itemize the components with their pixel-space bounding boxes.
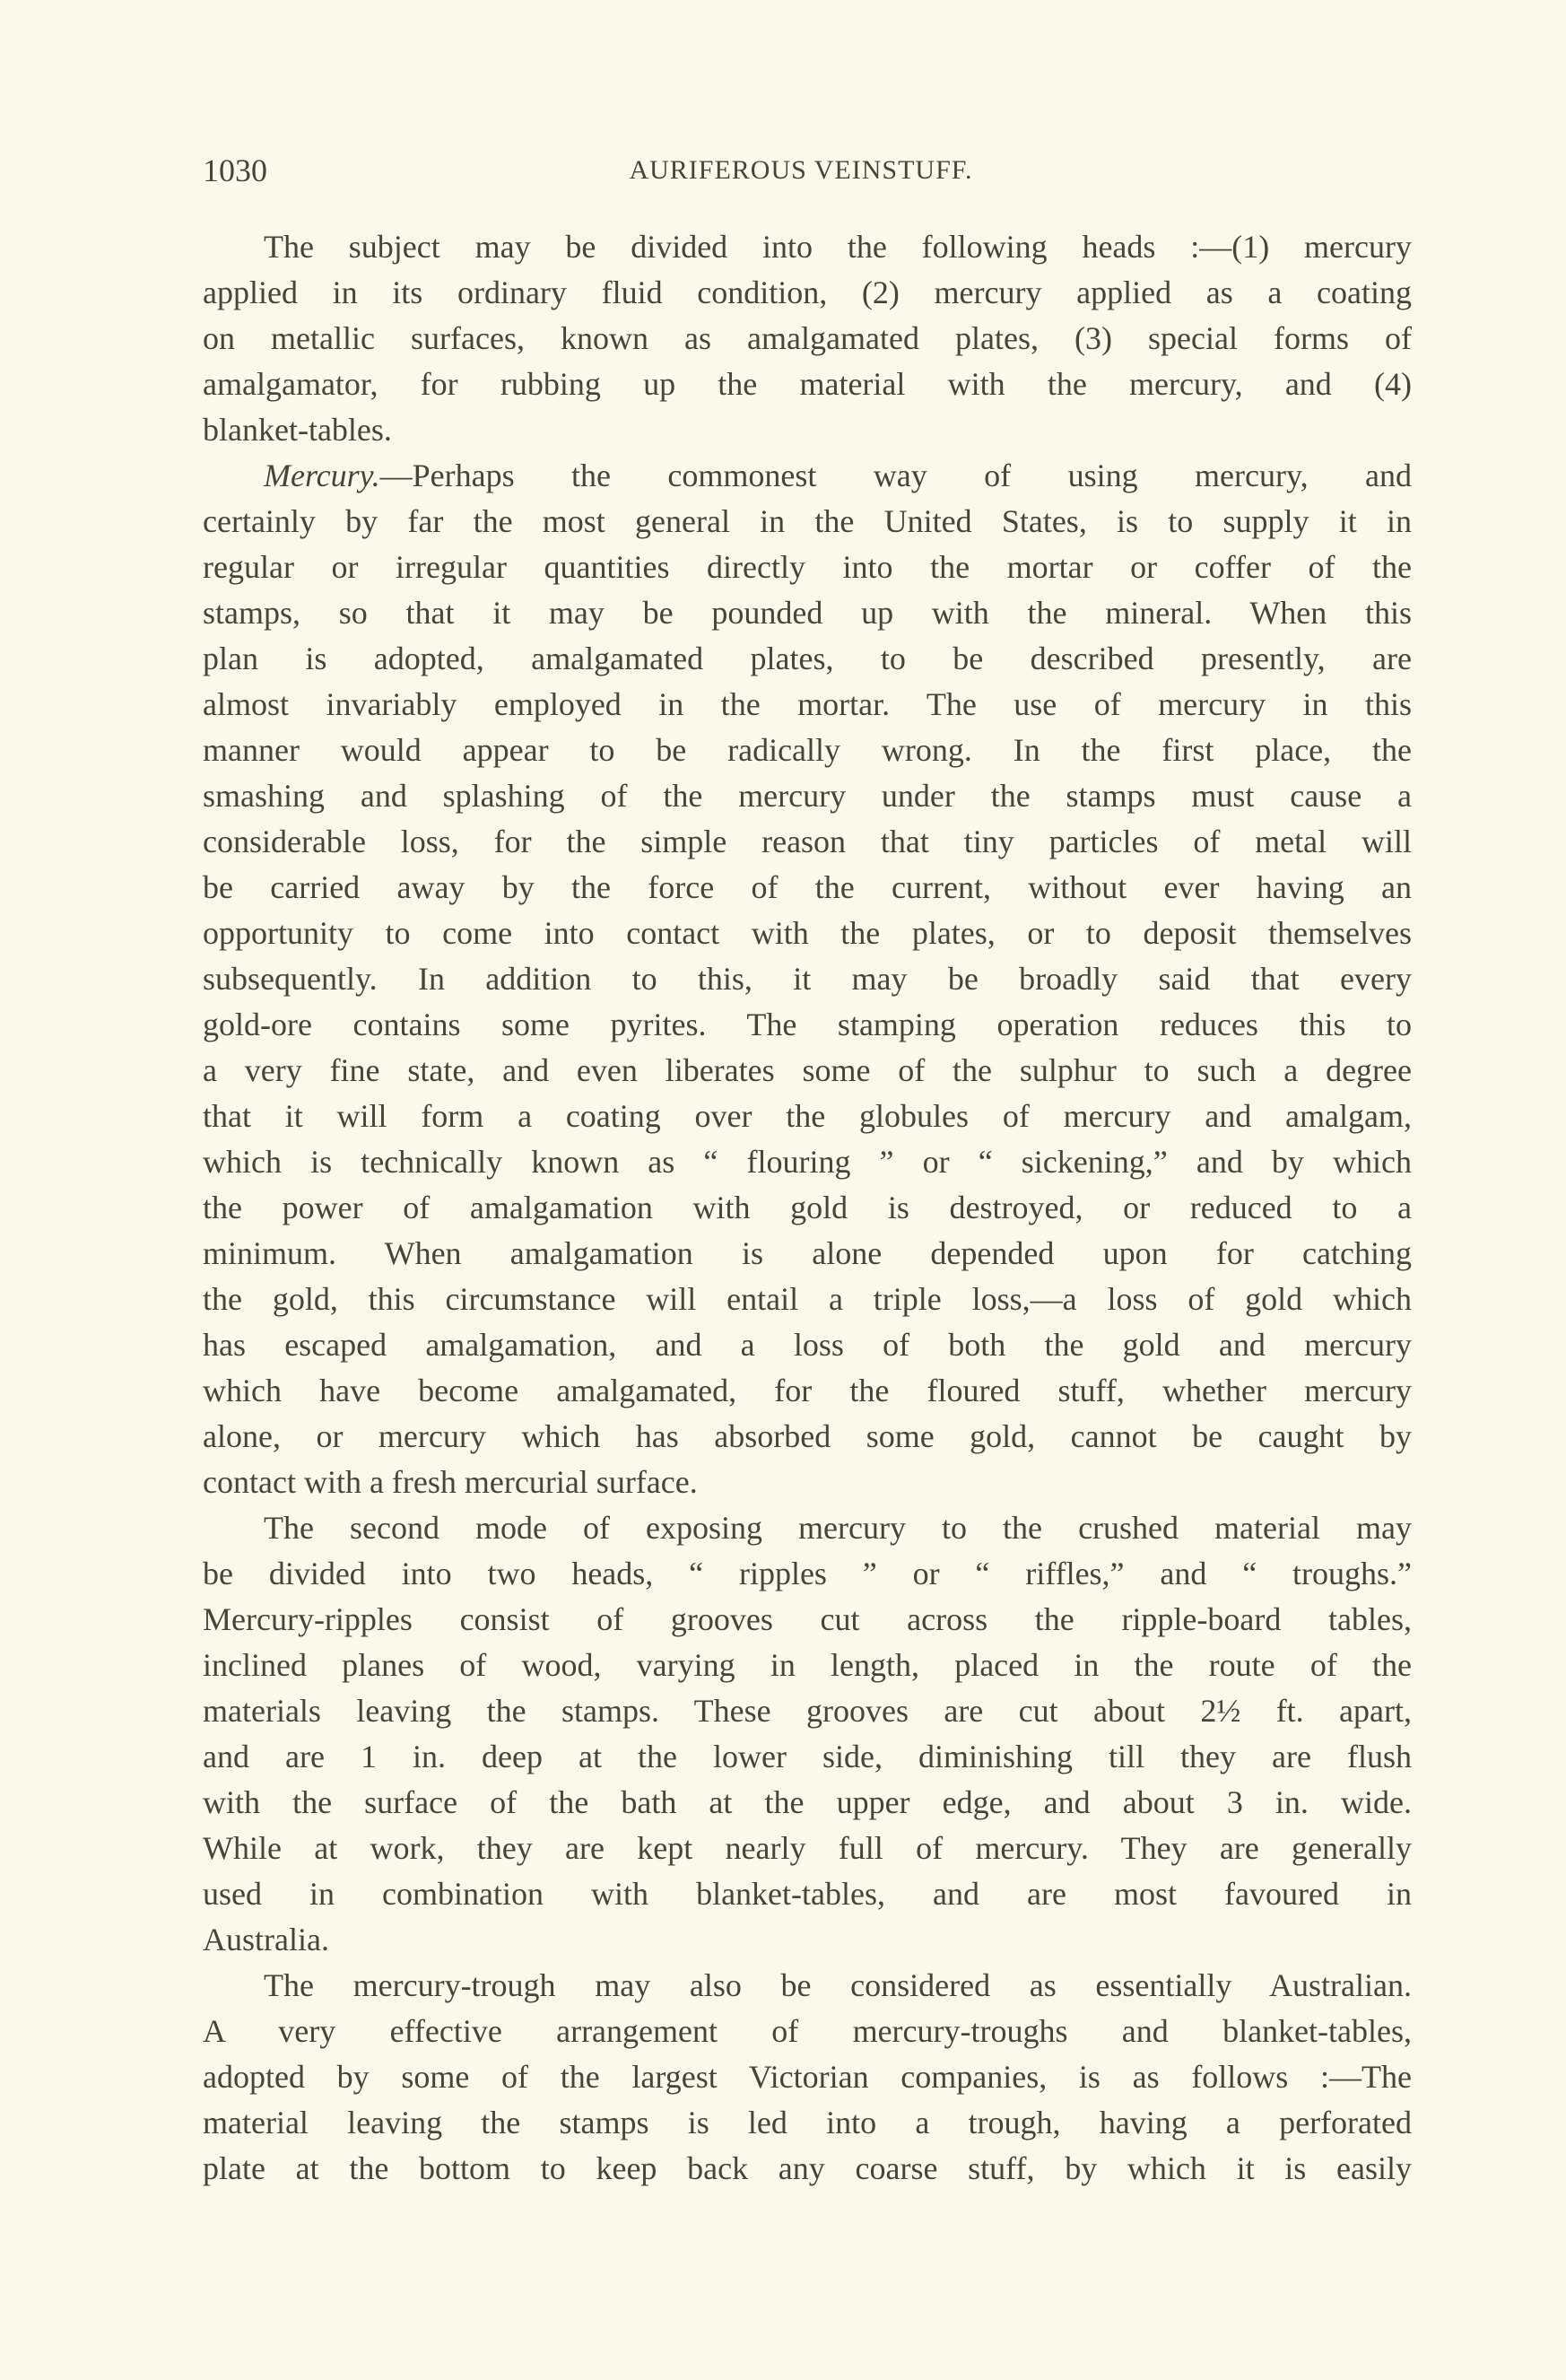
- line-text: stamps, so that it may be pounded up with the mineral. When this: [203, 595, 1412, 631]
- line-text: the gold, this circumstance will entail a triple loss,—a loss of gold which: [203, 1281, 1412, 1317]
- line-text: used in combination with blanket-tables, and are most favoured in: [203, 1876, 1412, 1912]
- text-line: [203, 911, 1412, 956]
- text-line: [203, 1505, 1412, 1551]
- text-line: [203, 1688, 1412, 1734]
- text-line: [203, 1963, 1412, 2009]
- text-line: [203, 1643, 1412, 1688]
- line-text: While at work, they are kept nearly full of mercury. They are generally: [203, 1830, 1412, 1866]
- text-line: [203, 1322, 1412, 1368]
- line-text: A very effective arrangement of mercury-troughs and blanket-tables,: [203, 2013, 1412, 2049]
- text-line: [203, 2054, 1412, 2100]
- text-line: [203, 2100, 1412, 2146]
- text-line: [203, 773, 1412, 819]
- body-text: [203, 224, 1412, 2192]
- line-text: —Perhaps the commonest way of using mercury, and: [379, 458, 1412, 493]
- line-text: inclined planes of wood, varying in length, placed in the route of the: [203, 1647, 1412, 1683]
- text-line: [203, 545, 1412, 590]
- text-line: [203, 2146, 1412, 2192]
- text-line: [203, 407, 1412, 453]
- text-line: [203, 728, 1412, 773]
- text-line: [203, 682, 1412, 728]
- line-text: smashing and splashing of the mercury under the stamps must cause a: [203, 778, 1412, 814]
- text-line: [203, 1871, 1412, 1917]
- line-text: gold-ore contains some pyrites. The stamping operation reduces this to: [203, 1007, 1412, 1042]
- text-line: [203, 499, 1412, 545]
- text-line: [203, 270, 1412, 316]
- line-text: the power of amalgamation with gold is destroyed, or reduced to a: [203, 1190, 1412, 1225]
- line-text: opportunity to come into contact with the plates, or to deposit themselves: [203, 915, 1412, 951]
- line-text: applied in its ordinary fluid condition, (2) mercury applied as a coating: [203, 275, 1412, 310]
- text-line: [203, 636, 1412, 682]
- text-line: [203, 1048, 1412, 1094]
- line-text: The mercury-trough may also be considered as essentially Australian.: [264, 1967, 1412, 2003]
- text-line: [203, 453, 1412, 499]
- line-text: materials leaving the stamps. These grooves are cut about 2½ ft. apart,: [203, 1693, 1412, 1729]
- line-text: The subject may be divided into the following heads :—(1) mercury: [264, 229, 1412, 265]
- italic-heading: Mercury.: [264, 458, 380, 493]
- line-text: Mercury-ripples consist of grooves cut across the ripple-board tables,: [203, 1601, 1412, 1637]
- text-line: [203, 956, 1412, 1002]
- line-text: almost invariably employed in the mortar. The use of mercury in this: [203, 686, 1412, 722]
- text-line: [203, 1460, 1412, 1505]
- text-line: [203, 1231, 1412, 1277]
- line-text: and are 1 in. deep at the lower side, diminishing till they are flush: [203, 1739, 1412, 1774]
- line-text: be carried away by the force of the current, without ever having an: [203, 869, 1412, 905]
- line-text: adopted by some of the largest Victorian companies, is as follows :—The: [203, 2059, 1412, 2095]
- line-text: plan is adopted, amalgamated plates, to be described presently, are: [203, 641, 1412, 676]
- line-text: that it will form a coating over the globules of mercury and amalgam,: [203, 1098, 1412, 1134]
- text-line: [203, 819, 1412, 865]
- text-line: [203, 1185, 1412, 1231]
- text-line: [203, 1139, 1412, 1185]
- line-text: The second mode of exposing mercury to the crushed material may: [264, 1510, 1412, 1546]
- text-line: [203, 865, 1412, 911]
- text-line: [203, 316, 1412, 362]
- text-line: [203, 1597, 1412, 1643]
- text-line: [203, 362, 1412, 407]
- line-text: alone, or mercury which has absorbed some gold, cannot be caught by: [203, 1418, 1412, 1454]
- text-line: [203, 590, 1412, 636]
- text-line: [203, 2009, 1412, 2054]
- text-line: [203, 1551, 1412, 1597]
- text-line: [203, 1826, 1412, 1871]
- line-text: minimum. When amalgamation is alone depended upon for catching: [203, 1235, 1412, 1271]
- line-text: regular or irregular quantities directly into the mortar or coffer of the: [203, 549, 1412, 585]
- line-text: contact with a fresh mercurial surface.: [203, 1464, 698, 1500]
- line-text: a very fine state, and even liberates some of the sulphur to such a degree: [203, 1052, 1412, 1088]
- line-text: manner would appear to be radically wrong. In the first place, the: [203, 732, 1412, 768]
- line-text: Australia.: [203, 1922, 329, 1957]
- text-line: [203, 1002, 1412, 1048]
- line-text: be divided into two heads, “ ripples ” or “ riffles,” and “ troughs.”: [203, 1556, 1412, 1591]
- line-text: material leaving the stamps is led into a trough, having a perforated: [203, 2105, 1412, 2140]
- text-line: [203, 224, 1412, 270]
- line-text: has escaped amalgamation, and a loss of both the gold and mercury: [203, 1327, 1412, 1363]
- page-number: 1030: [203, 153, 267, 188]
- text-line: [203, 1917, 1412, 1963]
- line-text: considerable loss, for the simple reason that tiny particles of metal will: [203, 824, 1412, 859]
- line-text: which have become amalgamated, for the floured stuff, whether mercury: [203, 1373, 1412, 1408]
- line-text: subsequently. In addition to this, it may be broadly said that every: [203, 961, 1412, 997]
- text-line: [203, 1734, 1412, 1780]
- line-text: blanket-tables.: [203, 412, 392, 448]
- text-line: [203, 1094, 1412, 1139]
- text-line: [203, 1780, 1412, 1826]
- line-text: with the surface of the bath at the upper edge, and about 3 in. wide.: [203, 1784, 1412, 1820]
- line-text: which is technically known as “ flouring ” or “ sickening,” and by which: [203, 1144, 1412, 1180]
- line-text: amalgamator, for rubbing up the material with the mercury, and (4): [203, 366, 1412, 402]
- line-text: on metallic surfaces, known as amalgamated plates, (3) special forms of: [203, 320, 1412, 356]
- text-line: [203, 1414, 1412, 1460]
- text-line: [203, 1368, 1412, 1414]
- line-text: certainly by far the most general in the United States, is to supply it in: [203, 503, 1412, 539]
- running-title: AURIFEROUS VEINSTUFF.: [629, 155, 973, 185]
- line-text: plate at the bottom to keep back any coarse stuff, by which it is easily: [203, 2150, 1412, 2186]
- text-line: [203, 1277, 1412, 1322]
